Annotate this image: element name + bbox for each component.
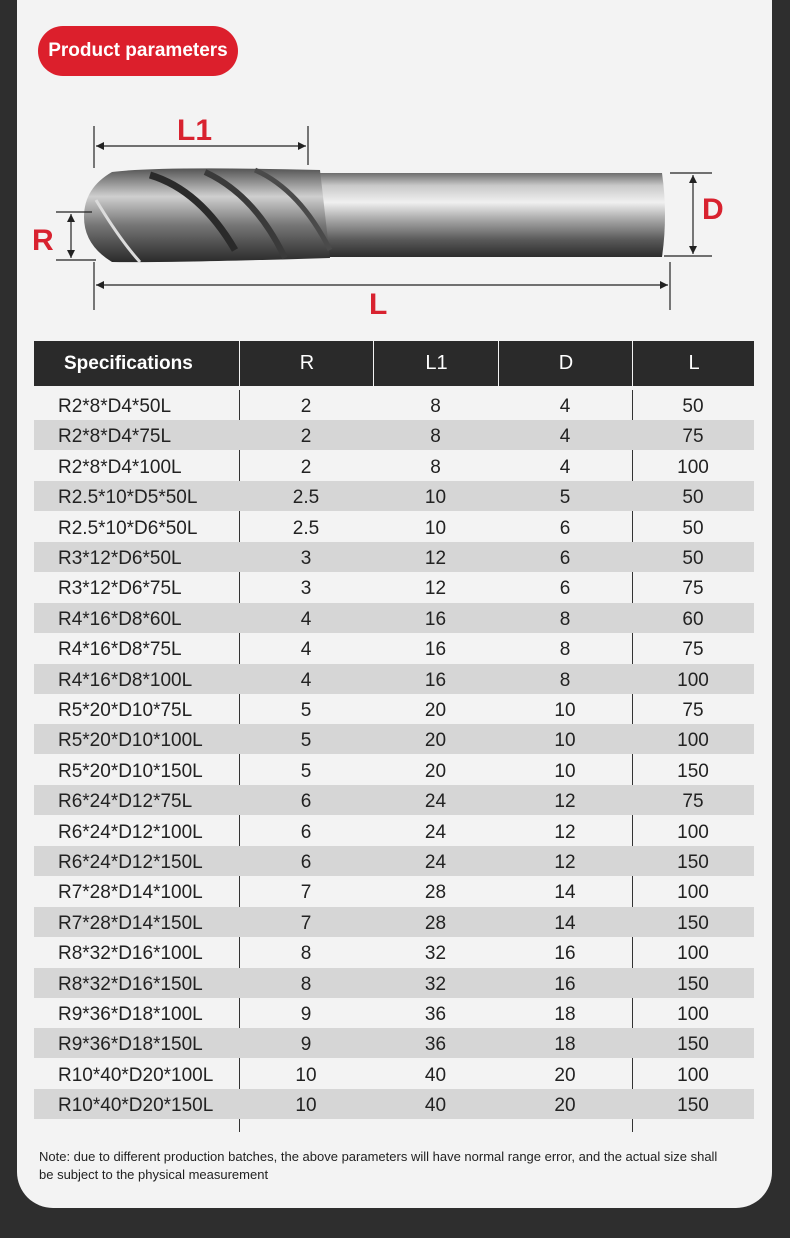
header-specifications: Specifications xyxy=(64,353,193,374)
cell-specification: R2*8*D4*75L xyxy=(58,426,172,448)
header-d: D xyxy=(498,341,633,386)
table-row xyxy=(34,968,754,998)
cell-d: 14 xyxy=(554,882,576,904)
cell-l: 100 xyxy=(677,669,709,691)
cell-specification: R7*28*D14*150L xyxy=(58,912,203,934)
cell-l1: 32 xyxy=(424,973,447,995)
table-row xyxy=(34,572,754,602)
cell-l1: 36 xyxy=(424,1034,447,1056)
cell-l1: 20 xyxy=(424,760,447,782)
cell-specification: R5*20*D10*150L xyxy=(58,760,203,782)
cell-r: 8 xyxy=(300,943,312,965)
cell-l: 150 xyxy=(677,973,709,995)
table-row xyxy=(34,937,754,967)
cell-l1: 24 xyxy=(424,791,447,813)
cell-specification: R10*40*D20*100L xyxy=(58,1064,214,1086)
cell-l1: 16 xyxy=(424,669,447,691)
cell-l: 75 xyxy=(682,426,704,448)
section-title-badge: Product parameters xyxy=(38,26,238,76)
table-row xyxy=(34,512,754,542)
cell-specification: R2.5*10*D5*50L xyxy=(58,487,198,509)
cell-l: 50 xyxy=(682,487,704,509)
cell-d: 16 xyxy=(554,943,576,965)
header-l1: L1 xyxy=(373,341,499,386)
table-row xyxy=(34,816,754,846)
table-row xyxy=(34,755,754,785)
cell-d: 4 xyxy=(559,426,571,448)
cell-specification: R2.5*10*D6*50L xyxy=(58,517,198,539)
end-mill-diagram xyxy=(0,0,790,340)
cell-d: 12 xyxy=(554,791,576,813)
cell-r: 9 xyxy=(300,1034,312,1056)
cell-specification: R4*16*D8*75L xyxy=(58,639,182,661)
cell-l: 100 xyxy=(677,456,709,478)
cell-specification: R7*28*D14*100L xyxy=(58,882,203,904)
cell-l: 150 xyxy=(677,852,709,873)
cell-l1: 8 xyxy=(430,426,441,448)
cell-l: 100 xyxy=(677,943,709,965)
cell-l1: 8 xyxy=(430,456,441,478)
cell-l1: 36 xyxy=(424,1004,447,1025)
footnote: Note: due to different production batches, the above parameters will have normal range error, and the actual size shall be subject to the physical measurement xyxy=(39,1149,718,1182)
cell-l1: 16 xyxy=(424,639,447,661)
cell-d: 18 xyxy=(554,1004,576,1025)
cell-r: 2 xyxy=(300,426,312,448)
cell-l1: 16 xyxy=(424,608,447,630)
tool-shank xyxy=(300,173,665,257)
table-row xyxy=(34,1028,754,1058)
table-row xyxy=(34,481,754,511)
cell-l1: 24 xyxy=(424,852,447,873)
header-l: L xyxy=(632,341,755,386)
cell-r: 4 xyxy=(300,669,312,691)
table-header xyxy=(34,341,754,386)
cell-l1: 10 xyxy=(424,517,447,539)
cell-r: 5 xyxy=(300,700,312,721)
cell-l1: 20 xyxy=(424,730,447,752)
cell-l: 75 xyxy=(682,639,704,661)
cell-r: 8 xyxy=(300,973,312,995)
cell-specification: R2*8*D4*50L xyxy=(58,396,172,417)
cell-r: 4 xyxy=(300,608,312,630)
table-row xyxy=(34,420,754,450)
cell-l1: 10 xyxy=(424,487,447,509)
cell-specification: R6*24*D12*100L xyxy=(58,821,203,843)
cell-d: 12 xyxy=(554,852,576,873)
cell-d: 8 xyxy=(559,669,571,691)
cell-d: 6 xyxy=(559,548,571,569)
cell-d: 8 xyxy=(559,608,571,630)
cell-specification: R5*20*D10*75L xyxy=(58,700,193,721)
table-row xyxy=(34,390,754,420)
cell-specification: R3*12*D6*50L xyxy=(58,548,182,569)
cell-specification: R6*24*D12*150L xyxy=(58,852,203,873)
cell-l1: 12 xyxy=(424,548,447,569)
cell-specification: R5*20*D10*100L xyxy=(58,730,203,752)
cell-l: 60 xyxy=(682,608,704,630)
cell-d: 6 xyxy=(559,517,571,539)
cell-l1: 28 xyxy=(424,882,447,904)
cell-l: 100 xyxy=(677,730,709,752)
cell-l: 75 xyxy=(682,700,704,721)
cell-l: 50 xyxy=(682,396,704,417)
cell-d: 20 xyxy=(554,1064,576,1086)
cell-specification: R10*40*D20*150L xyxy=(58,1095,214,1117)
table-row xyxy=(34,785,754,815)
cell-specification: R4*16*D8*100L xyxy=(58,669,193,691)
cell-d: 14 xyxy=(554,912,576,934)
table-row xyxy=(34,998,754,1028)
cell-d: 12 xyxy=(554,821,576,843)
header-r: R xyxy=(239,341,374,386)
table-row xyxy=(34,603,754,633)
dimension-label-r: R xyxy=(32,224,54,257)
cell-l: 150 xyxy=(677,760,709,782)
cell-l: 150 xyxy=(677,1034,709,1056)
cell-l1: 40 xyxy=(424,1064,447,1086)
table-row xyxy=(34,451,754,481)
cell-specification: R9*36*D18*100L xyxy=(58,1004,203,1025)
cell-d: 18 xyxy=(554,1034,576,1056)
cell-l: 100 xyxy=(677,882,709,904)
cell-r: 10 xyxy=(295,1064,317,1086)
cell-l1: 40 xyxy=(424,1095,447,1117)
cell-l: 150 xyxy=(677,1095,709,1117)
cell-l1: 32 xyxy=(424,943,447,965)
cell-r: 3 xyxy=(300,578,312,600)
table-row xyxy=(34,664,754,694)
cell-specification: R2*8*D4*100L xyxy=(58,456,182,478)
dimension-label-d: D xyxy=(702,193,724,226)
cell-l: 75 xyxy=(682,578,704,600)
cell-specification: R4*16*D8*60L xyxy=(58,608,182,630)
cell-d: 5 xyxy=(559,487,571,509)
cell-l: 50 xyxy=(682,548,704,569)
cell-r: 2 xyxy=(300,456,312,478)
cell-l: 100 xyxy=(677,1064,709,1086)
cell-specification: R6*24*D12*75L xyxy=(58,791,193,813)
cell-r: 4 xyxy=(300,639,312,661)
cell-r: 2.5 xyxy=(292,517,320,539)
cell-r: 5 xyxy=(300,760,312,782)
cell-r: 9 xyxy=(300,1004,312,1025)
cell-l1: 24 xyxy=(424,821,447,843)
table-row xyxy=(34,907,754,937)
cell-r: 7 xyxy=(300,912,312,934)
cell-l1: 8 xyxy=(430,396,441,417)
cell-specification: R9*36*D18*150L xyxy=(58,1034,203,1056)
cell-r: 10 xyxy=(295,1095,317,1117)
table-row xyxy=(34,846,754,876)
cell-r: 7 xyxy=(300,882,312,904)
cell-r: 2 xyxy=(300,396,312,417)
table-row xyxy=(34,694,754,724)
cell-r: 2.5 xyxy=(292,487,320,509)
cell-r: 3 xyxy=(300,548,312,569)
dimension-label-l: L xyxy=(369,288,388,321)
cell-l: 50 xyxy=(682,517,704,539)
cell-d: 20 xyxy=(554,1095,576,1117)
dimension-label-l1: L1 xyxy=(177,114,213,147)
cell-specification: R8*32*D16*100L xyxy=(58,943,203,965)
cell-specification: R3*12*D6*75L xyxy=(58,578,182,600)
table-row xyxy=(34,1059,754,1089)
cell-r: 6 xyxy=(300,821,312,843)
table-row xyxy=(34,876,754,906)
cell-l: 100 xyxy=(677,1004,709,1025)
cell-d: 4 xyxy=(559,456,571,478)
cell-d: 10 xyxy=(554,730,576,752)
table-row xyxy=(34,633,754,663)
table-row xyxy=(34,542,754,572)
table-row xyxy=(34,724,754,754)
cell-l1: 28 xyxy=(424,912,447,934)
cell-d: 10 xyxy=(554,760,576,782)
cell-l: 100 xyxy=(677,821,709,843)
table-row xyxy=(34,1089,754,1119)
cell-d: 4 xyxy=(559,396,571,417)
cell-d: 16 xyxy=(554,973,576,995)
cell-r: 6 xyxy=(300,791,312,813)
cell-specification: R8*32*D16*150L xyxy=(58,973,203,995)
cell-r: 6 xyxy=(300,852,312,873)
cell-d: 10 xyxy=(554,700,576,721)
cell-l: 150 xyxy=(677,912,709,934)
cell-l1: 12 xyxy=(424,578,447,600)
cell-d: 8 xyxy=(559,639,571,661)
cell-r: 5 xyxy=(300,730,312,752)
cell-l: 75 xyxy=(682,791,704,813)
cell-l1: 20 xyxy=(424,700,447,721)
cell-d: 6 xyxy=(559,578,571,600)
